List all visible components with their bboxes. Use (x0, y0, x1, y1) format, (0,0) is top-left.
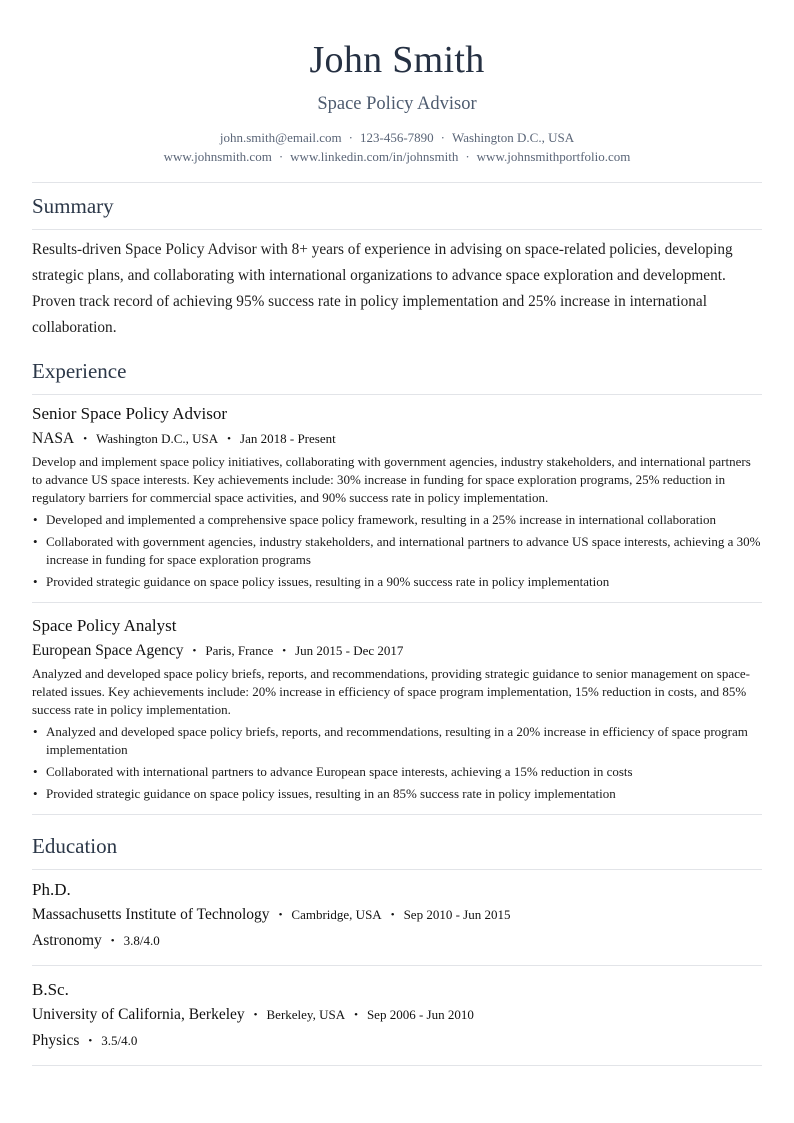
divider (32, 1065, 762, 1066)
bullet-separator: • (278, 909, 283, 921)
candidate-title: Space Policy Advisor (317, 94, 477, 114)
bullet-item: • Collaborated with government agencies, industry stakeholders, and international partners to advance US space interests, achieving a 30% increase in funding for space exploration programs (32, 533, 762, 569)
education-heading: Education (32, 834, 118, 858)
degree-title: Ph.D. (32, 880, 71, 899)
job-location: Paris, France (205, 643, 274, 658)
school-name: University of California, Berkeley (32, 1006, 245, 1023)
education-dates: Sep 2006 - Jun 2010 (366, 1007, 474, 1022)
job-bullets (32, 723, 762, 803)
bullet-item: • Provided strategic guidance on space policy issues, resulting in a 90% success rate in policy implementation (32, 573, 762, 591)
bullet-separator: • (192, 645, 197, 657)
school-location: Berkeley, USA (266, 1007, 346, 1022)
bullet-separator: • (110, 935, 115, 947)
bullet-separator: • (282, 645, 287, 657)
experience-heading: Experience (32, 359, 127, 383)
summary-text: Results-driven Space Policy Advisor with 8+ years of experience in advising on space-related policies, developing strategic plans, and collaborating with international organizations to advance space exploration and development. Proven track record of achieving 95% success rate in policy implementation and 25% increase in international collaboration. (32, 241, 733, 336)
bullet-item: • Analyzed and developed space policy briefs, reports, and recommendations, resulting in a 20% increase in efficiency of space program implementation (32, 723, 762, 759)
job-dates: Jun 2015 - Dec 2017 (295, 643, 404, 658)
linkedin-link[interactable]: www.linkedin.com/in/johnsmith (290, 149, 459, 164)
website-link[interactable]: www.johnsmith.com (163, 149, 272, 164)
job-title: Space Policy Analyst (32, 616, 177, 635)
bullet-separator: • (88, 1035, 93, 1047)
field-of-study: Physics (32, 1032, 80, 1049)
resume-header (32, 38, 762, 166)
job-meta (32, 429, 762, 450)
divider (32, 182, 762, 183)
divider (32, 965, 762, 966)
bullet-item: • Developed and implemented a comprehensive space policy framework, resulting in a 25% increase in international collaboration (32, 511, 762, 529)
bullet-separator: • (390, 909, 395, 921)
degree-title: B.Sc. (32, 980, 69, 999)
job-bullets (32, 511, 762, 591)
job-meta (32, 641, 762, 662)
email-link[interactable]: john.smith@email.com (219, 130, 342, 145)
candidate-name: John Smith (309, 39, 485, 81)
portfolio-link[interactable]: www.johnsmithportfolio.com (476, 149, 631, 164)
location-text: Washington D.C., USA (452, 130, 575, 145)
job-description: Analyzed and developed space policy briefs, reports, and recommendations, providing strategic guidance to senior management on space-related issues. Key achievements include: 20% increase in efficiency of space program implementation, 15% reduction in costs, and 85% success rate in policy implementation. (32, 666, 751, 717)
divider (32, 229, 762, 230)
job-entry (32, 615, 762, 803)
job-title: Senior Space Policy Advisor (32, 404, 228, 423)
separator: · (465, 149, 470, 164)
separator: · (440, 130, 445, 145)
education-field-line (32, 931, 762, 952)
resume-page (32, 0, 762, 1066)
education-dates: Sep 2010 - Jun 2015 (403, 907, 511, 922)
education-entry (32, 879, 762, 952)
gpa-value: 3.8/4.0 (123, 933, 160, 948)
job-description: Develop and implement space policy initiatives, collaborating with government agencies, industry stakeholders, and international partners to advance US space interests. Key achievements include: 30% increase in funding for space exploration programs, 25% reduction in regulatory barriers for commercial space activities, and 90% success rate in policy implementation. (32, 454, 751, 505)
divider (32, 602, 762, 603)
bullet-separator: • (253, 1009, 258, 1021)
contact-line-1 (32, 128, 762, 147)
separator: · (278, 149, 284, 164)
field-of-study: Astronomy (32, 932, 102, 949)
job-location: Washington D.C., USA (96, 431, 219, 446)
job-organization: NASA (32, 430, 75, 447)
job-entry (32, 403, 762, 591)
contact-line-2 (32, 147, 762, 166)
divider (32, 869, 762, 870)
separator: · (348, 130, 353, 145)
education-entry (32, 979, 762, 1052)
divider (32, 814, 762, 815)
job-dates: Jan 2018 - Present (240, 431, 336, 446)
bullet-separator: • (83, 433, 88, 445)
education-meta (32, 1005, 762, 1026)
education-meta (32, 905, 762, 926)
bullet-separator: • (354, 1009, 358, 1021)
school-name: Massachusetts Institute of Technology (32, 906, 270, 923)
phone-text: 123-456-7890 (359, 130, 434, 145)
school-location: Cambridge, USA (291, 907, 382, 922)
education-field-line (32, 1031, 762, 1052)
divider (32, 394, 762, 395)
gpa-value: 3.5/4.0 (101, 1033, 138, 1048)
bullet-item: • Collaborated with international partners to advance European space interests, achieving a 15% reduction in costs (32, 763, 762, 781)
bullet-item: • Provided strategic guidance on space policy issues, resulting in an 85% success rate in policy implementation (32, 785, 762, 803)
bullet-separator: • (227, 433, 232, 445)
summary-heading: Summary (32, 194, 114, 218)
job-organization: European Space Agency (32, 642, 184, 659)
